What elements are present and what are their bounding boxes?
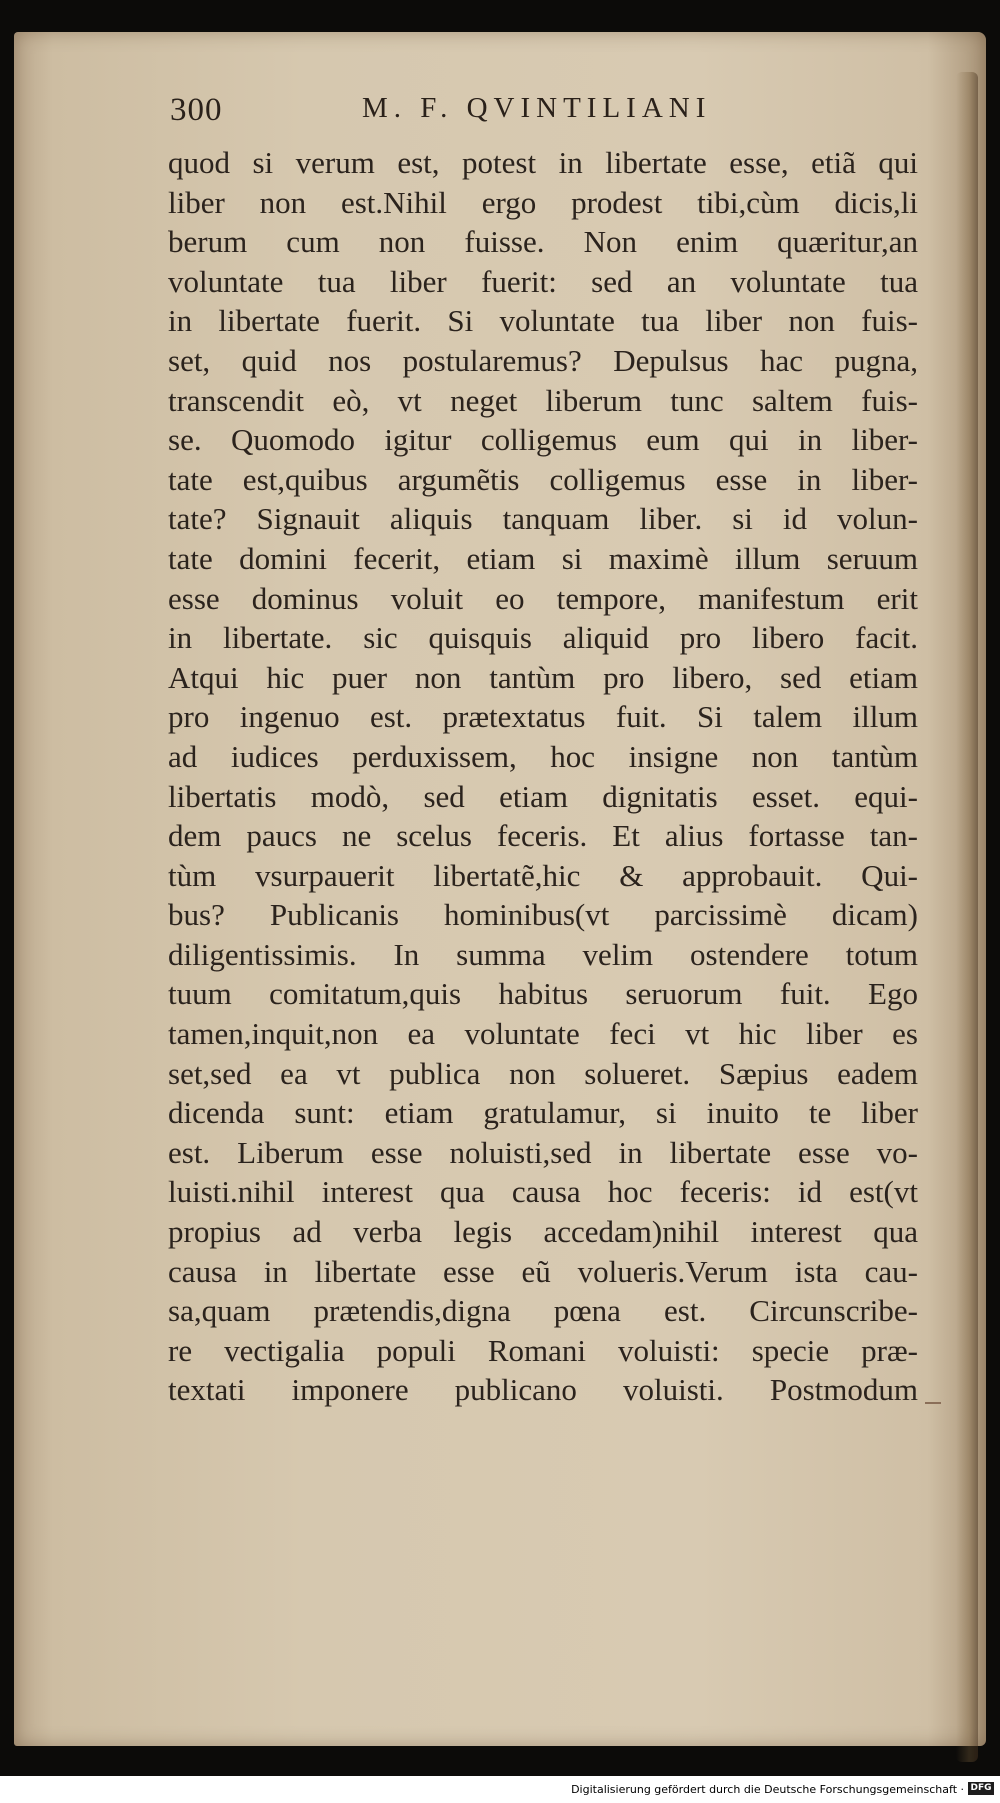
text-line: propius ad verba legis accedam)nihil interest qua — [168, 1214, 918, 1250]
text-line: luisti.nihil interest qua causa hoc feceris: id est(vt — [168, 1174, 918, 1210]
text-line: textati imponere publicano voluisti. Postmodum — [168, 1372, 918, 1408]
dfg-logo: DFG — [968, 1782, 994, 1795]
text-line: berum cum non fuisse. Non enim quæritur,an — [168, 224, 918, 260]
text-line: Atqui hic puer non tantùm pro libero, sed etiam — [168, 659, 918, 695]
text-line: est. Liberum esse noluisti,sed in libertate esse vo- — [168, 1134, 918, 1170]
text-line: tate est,quibus argumẽtis colligemus esse in liber- — [168, 461, 918, 497]
page-number: 300 — [170, 92, 223, 128]
text-line: sa,quam prætendis,digna pœna est. Circunscribe- — [168, 1293, 918, 1329]
text-line: in libertate. sic quisquis aliquid pro libero facit. — [168, 620, 918, 656]
text-line: dicenda sunt: etiam gratulamur, si inuito te liber — [168, 1095, 918, 1131]
text-line: tuum comitatum,quis habitus seruorum fuit. Ego — [168, 976, 918, 1012]
text-line: dem paucs ne scelus feceris. Et alius fortasse tan- — [168, 818, 918, 854]
text-line: set,sed ea vt publica non solueret. Sæpius eadem — [168, 1055, 918, 1091]
text-line: re vectigalia populi Romani voluisti: specie præ- — [168, 1332, 918, 1368]
footer — [0, 1776, 1000, 1803]
text-line: causa in libertate esse eũ volueris.Verum ista cau- — [168, 1253, 918, 1289]
text-line: liber non est.Nihil ergo prodest tibi,cùm dicis,li — [168, 184, 918, 220]
text-line: diligentissimis. In summa velim ostendere totum — [168, 936, 918, 972]
text-line: in libertate fuerit. Si voluntate tua liber non fuis- — [168, 303, 918, 339]
page-edge-shadow — [956, 72, 978, 1762]
text-line: set, quid nos postularemus? Depulsus hac pugna, — [168, 342, 918, 378]
text-line: voluntate tua liber fuerit: sed an voluntate tua — [168, 263, 918, 299]
text-line: esse dominus voluit eo tempore, manifestum erit — [168, 580, 918, 616]
margin-mark — [925, 1402, 941, 1404]
text-line: tate? Signauit aliquis tanquam liber. si id volun- — [168, 501, 918, 537]
text-line: tate domini fecerit, etiam si maximè illum seruum — [168, 540, 918, 576]
funding-credit: Digitalisierung gefördert durch die Deutsche Forschungsgemeinschaft · — [571, 1783, 964, 1796]
running-head: M. F. QVINTILIANI — [362, 92, 712, 124]
text-line: quod si verum est, potest in libertate esse, etiã qui — [168, 145, 918, 180]
text-line: tamen,inquit,non ea voluntate feci vt hic liber es — [168, 1016, 918, 1052]
text-line: ad iudices perduxissem, hoc insigne non tantùm — [168, 738, 918, 774]
text-line: tùm vsurpauerit libertatẽ,hic & approbauit. Qui- — [168, 857, 918, 893]
text-line: bus? Publicanis hominibus(vt parcissimè dicam) — [168, 897, 918, 933]
text-line: transcendit eò, vt neget liberum tunc saltem fuis- — [168, 382, 918, 418]
text-line: se. Quomodo igitur colligemus eum qui in liber- — [168, 422, 918, 458]
text-line: pro ingenuo est. prætextatus fuit. Si talem illum — [168, 699, 918, 735]
body-text — [168, 143, 918, 1410]
text-line: libertatis modò, sed etiam dignitatis esset. equi- — [168, 778, 918, 814]
page-header — [170, 92, 790, 136]
